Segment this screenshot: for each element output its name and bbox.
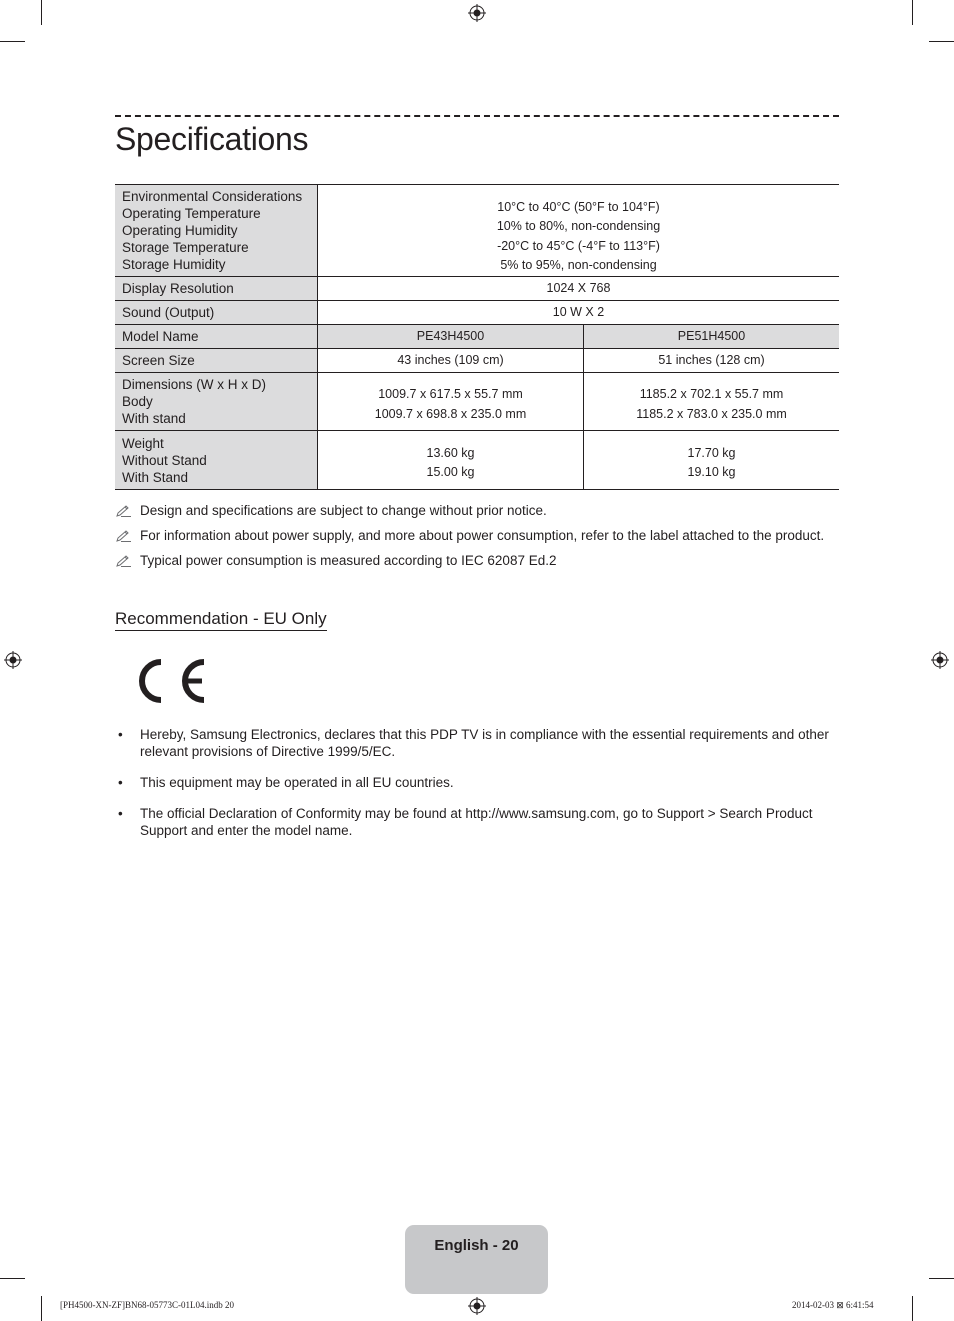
bullet-text: This equipment may be operated in all EU countries. — [140, 775, 454, 790]
row-label: Sound (Output) — [115, 301, 318, 325]
row-value — [318, 431, 584, 490]
compliance-list — [115, 726, 839, 853]
crop-mark — [912, 1296, 913, 1321]
row-label — [115, 431, 318, 490]
bullet-text: Hereby, Samsung Electronics, declares that this PDP TV is in compliance with the essential requirements and other relevant provisions of Directive 1999/5/EC. — [140, 727, 829, 759]
value-line: 1185.2 x 783.0 x 235.0 mm — [636, 406, 787, 421]
label-line: Weight — [122, 435, 164, 451]
bullet-marker: • — [118, 775, 123, 790]
value-line: 17.70 kg — [687, 445, 736, 460]
value-line: 15.00 kg — [426, 465, 475, 479]
crosshair-target-icon — [4, 651, 22, 669]
table-row — [115, 325, 839, 349]
list-item — [115, 774, 839, 791]
table-row — [115, 277, 839, 301]
pencil-note-icon — [115, 554, 133, 568]
crosshair-target-icon — [468, 4, 486, 22]
model-cell: PE43H4500 — [318, 325, 584, 349]
label-line: With Stand — [122, 469, 189, 485]
crosshair-target-icon — [468, 1297, 486, 1315]
table-row — [115, 349, 839, 373]
table-row — [115, 185, 839, 277]
row-value: 43 inches (109 cm) — [318, 349, 584, 373]
table-row — [115, 431, 839, 490]
note-item — [115, 503, 839, 519]
label-line: Body — [122, 394, 153, 409]
pencil-note-icon — [115, 529, 133, 543]
note-text: Design and specifications are subject to change without prior notice. — [140, 503, 547, 518]
label-line: With stand — [122, 411, 186, 426]
note-text: Typical power consumption is measured according to IEC 62087 Ed.2 — [140, 553, 557, 568]
note-item — [115, 528, 839, 544]
row-value — [318, 185, 840, 277]
row-label: Model Name — [115, 325, 318, 349]
row-label: Screen Size — [115, 349, 318, 373]
crop-mark — [912, 0, 913, 25]
label-line: Operating Humidity — [122, 223, 238, 238]
value-line: 10°C to 40°C (50°F to 104°F) — [497, 199, 660, 214]
model-cell: PE51H4500 — [584, 325, 840, 349]
crop-mark — [929, 41, 954, 42]
bullet-text: The official Declaration of Conformity may be found at http://www.samsung.com, go to Support > Search Product Support and enter the model name. — [140, 806, 813, 838]
note-item — [115, 553, 839, 569]
page-number-badge — [405, 1225, 548, 1294]
row-value — [584, 431, 840, 490]
row-label: Display Resolution — [115, 277, 318, 301]
row-value — [584, 373, 840, 431]
label-line: Storage Humidity — [122, 257, 226, 272]
list-item — [115, 805, 839, 839]
value-line: 1009.7 x 698.8 x 235.0 mm — [374, 406, 527, 421]
label-line: Environmental Considerations — [122, 189, 303, 204]
value-line: 5% to 95%, non-condensing — [500, 258, 657, 272]
value-line: 1009.7 x 617.5 x 55.7 mm — [378, 387, 523, 401]
value-line: 1185.2 x 702.1 x 55.7 mm — [639, 387, 784, 401]
label-line: Storage Temperature — [122, 240, 249, 255]
table-row — [115, 373, 839, 431]
value-line: 13.60 kg — [426, 445, 475, 460]
title-divider — [115, 115, 839, 117]
row-value: 10 W X 2 — [318, 301, 840, 325]
row-value — [318, 373, 584, 431]
crop-mark — [0, 41, 25, 42]
value-line: 10% to 80%, non-condensing — [496, 219, 661, 233]
crop-mark — [41, 0, 42, 25]
ce-mark-icon — [131, 655, 207, 707]
bullet-marker: • — [118, 806, 123, 821]
row-label — [115, 373, 318, 431]
crop-mark — [0, 1278, 25, 1279]
list-item — [115, 726, 839, 760]
note-text: For information about power supply, and more about power consumption, refer to the label attached to the product. — [140, 528, 825, 543]
bullet-marker: • — [118, 727, 123, 742]
crop-mark — [929, 1278, 954, 1279]
table-row — [115, 301, 839, 325]
value-line: -20°C to 45°C (-4°F to 113°F) — [497, 238, 660, 253]
recommendation-heading: Recommendation - EU Only — [115, 609, 327, 631]
print-slug-left: [PH4500-XN-ZF]BN68-05773C-01L04.indb 20 — [60, 1300, 234, 1310]
notes-list — [115, 503, 839, 578]
pencil-note-icon — [115, 504, 133, 518]
crosshair-target-icon — [931, 651, 949, 669]
print-slug-right: 2014-02-03 ⊠ 6:41:54 — [792, 1300, 874, 1310]
page-number: English - 20 — [434, 1237, 519, 1254]
value-line: 19.10 kg — [687, 465, 736, 479]
label-line: Operating Temperature — [122, 206, 261, 221]
crop-mark — [41, 1296, 42, 1321]
label-line: Dimensions (W x H x D) — [122, 377, 267, 392]
row-value: 51 inches (128 cm) — [584, 349, 840, 373]
label-line: Without Stand — [122, 452, 207, 468]
page-title: Specifications — [115, 121, 309, 157]
row-value: 1024 X 768 — [318, 277, 840, 301]
row-label — [115, 185, 318, 277]
specifications-table — [115, 184, 839, 490]
